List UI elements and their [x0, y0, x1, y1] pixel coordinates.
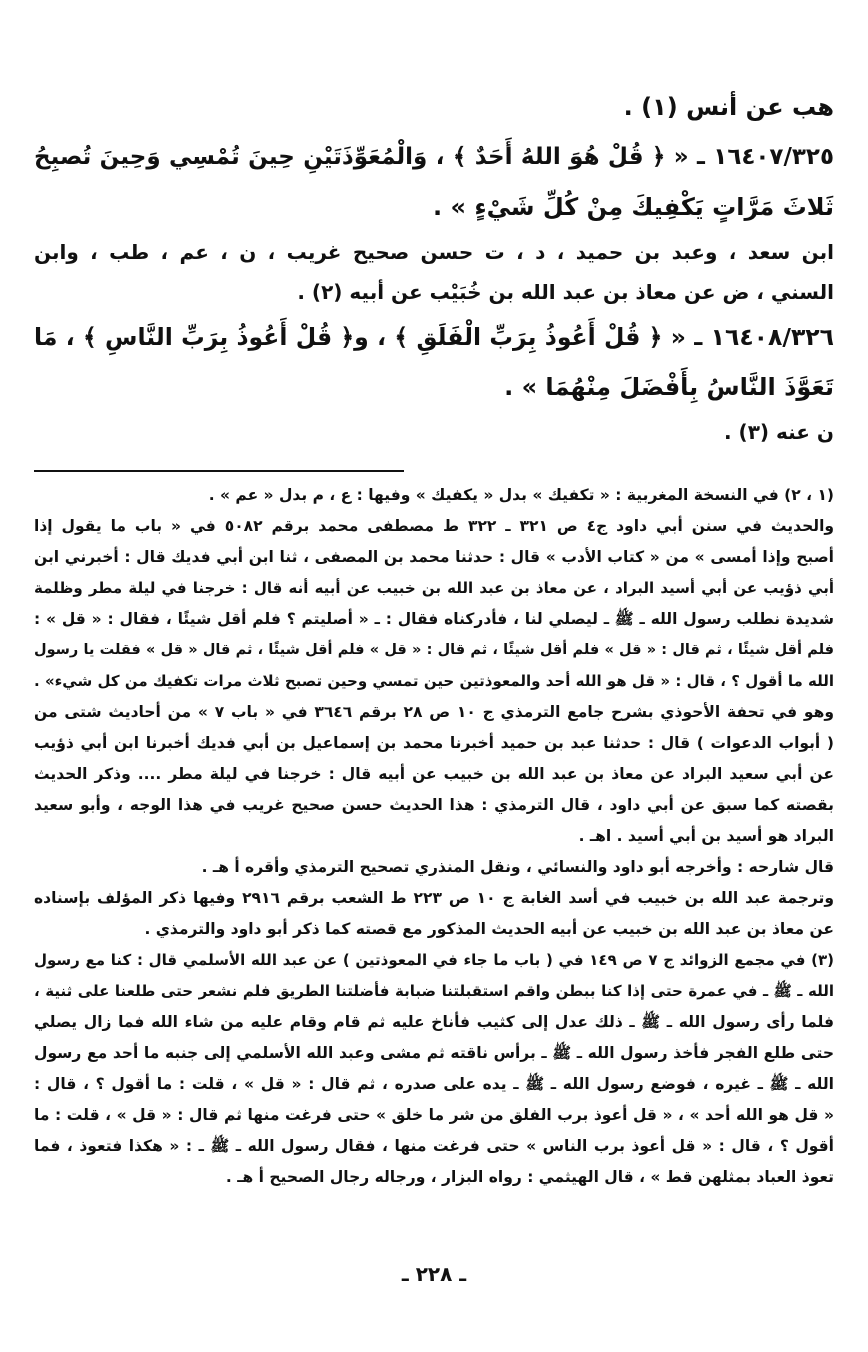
footnote-line: الله ـ ﷺ ـ غيره ، فوضع رسول الله ـ ﷺ ـ يده على صدره ، ثم قال : « قل » ، قلت : ما أقول ؟ ، قال : [34, 1075, 834, 1093]
footnote-line: البراد هو أسيد بن أبي أسيد . اهـ . [578, 827, 834, 845]
footnote-line: والحديث في سنن أبي داود ج٤ ص ٣٢١ ـ ٣٢٢ ط مصطفى محمد برقم ٥٠٨٢ في « باب ما يقول إذا [34, 517, 834, 535]
footnote-line: أصبح وإذا أمسى » من « كتاب الأدب » قال : حدثنا محمد بن المصفى ، ثنا ابن أبي فديك قال : أخبرني ابن [34, 548, 834, 566]
book-page [34, 0, 834, 1352]
footnote-line: (٣) في مجمع الزوائد ج ٧ ص ١٤٩ في ( باب ما جاء في المعوذتين ) عن عبد الله الأسلمي قال : كنا مع رسول [34, 951, 834, 969]
footnote-line: « قل هو الله أحد » ، « قل أعوذ برب الفلق من شر ما خلق » حتى فرغت منها ثم قال : « قل » ، قلت : ما [34, 1106, 834, 1124]
footnote-line: الله ما أقول ؟ ، قال : « قل هو الله أحد والمعوذتين حين تمسي وحين تصبح ثلاث مرات تكفيك من كل شيء» . [34, 672, 834, 690]
main-line: هب عن أنس (١) . [623, 93, 834, 121]
main-line: ١٦٤٠٨/٣٢٦ ـ « ﴿ قُلْ أَعُوذُ بِرَبِّ الْفَلَقِ ﴾ ، و﴿ قُلْ أَعُوذُ بِرَبِّ النَّاسِ ﴾ ، مَا [34, 323, 834, 351]
footnote-line: (١ ، ٢) في النسخة المغربية : « تكفيك » بدل « يكفيك » وفيها : ع ، م بدل « عم » . [208, 486, 834, 504]
main-line: السني ، ض عن معاذ بن عبد الله بن خُبَيْب عن أبيه (٢) . [297, 280, 834, 304]
footnote-line: أقول ؟ ، قال : « قل أعوذ برب الناس » حتى فرغت منها ، فقال رسول الله ـ ﷺ ـ : « هكذا فتعوذ ، فما [34, 1137, 834, 1155]
footnote-line: حتى طلع الفجر فأخذ رسول الله ـ ﷺ ـ برأس ناقته ثم مشى وعبد الله الأسلمي إلى جنبه ما أحد مع رسول [34, 1044, 834, 1062]
footnote-line: فلما رأى رسول الله ـ ﷺ ـ ذلك عدل إلى كثيب فأناخ عليه ثم قام وقام عليه من شاء الله فما زال يصلي [34, 1013, 834, 1031]
main-line: ١٦٤٠٧/٣٢٥ ـ « ﴿ قُلْ هُوَ اللهُ أَحَدٌ ﴾ ، وَالْمُعَوِّذَتَيْنِ حِينَ تُمْسِي وَحِينَ تُصبِحُ [34, 144, 834, 170]
footnote-line: عن معاذ بن عبد الله بن خبيب عن أبيه الحديث المذكور مع قصته كما ذكر أبو داود والترمذي . [144, 920, 834, 938]
footnote-line: أبي ذؤيب عن أبي أسيد البراد ، عن معاذ بن عبد الله بن خبيب عن أبيه أنه قال : خرجنا في ليلة مطر وظلمة [34, 579, 834, 597]
main-line: ثَلاثَ مَرَّاتٍ يَكْفِيكَ مِنْ كُلِّ شَيْءٍ » . [433, 193, 834, 221]
footnotes [34, 480, 834, 1193]
footnote-line: شديدة نطلب رسول الله ـ ﷺ ـ ليصلي لنا ، فأدركناه فقال : ـ « أصليتم ؟ فلم أقل شيئًا ، فقال : « قل » : [34, 610, 834, 628]
footnote-line: وهو في تحفة الأحوذي بشرح جامع الترمذي ج ١٠ ص ٢٨ برقم ٣٦٤٦ في « باب ٧ » من أحاديث شتى من [34, 703, 834, 721]
footnote-line: عن أبي سعيد البراد عن معاذ بن عبد الله بن خبيب عن أبيه قال : خرجنا في ليلة مطر .... وذكر الحديث [34, 765, 834, 783]
page-number: ـ ٢٢٨ ـ [401, 1262, 467, 1286]
footnote-separator [34, 470, 404, 472]
footnote-line: قال شارحه : وأخرجه أبو داود والنسائي ، ونقل المنذري تصحيح الترمذي وأقره أ هـ . [201, 858, 834, 876]
footnote-line: الله ـ ﷺ ـ في عمرة حتى إذا كنا ببطن واقم استقبلتنا ضبابة فأضلتنا الطريق فلم نشعر حتى طلعنا على ثنية ، [34, 982, 834, 1000]
footnote-line: ( أبواب الدعوات ) قال : حدثنا عبد بن حميد أخبرنا محمد بن إسماعيل بن أبي فديك أخبرنا ابن أبي ذؤيب [34, 734, 834, 752]
main-line: ابن سعد ، وعبد بن حميد ، د ، ت حسن صحيح غريب ، ن ، عم ، طب ، وابن [34, 240, 834, 264]
footnote-line: بقصته كما سبق عن أبي داود ، قال الترمذي : هذا الحديث حسن صحيح غريب في هذا الوجه ، وأبو سعيد [34, 796, 834, 814]
main-line: تَعَوَّذَ النَّاسُ بِأَفْضَلَ مِنْهُمَا » . [504, 373, 834, 401]
footnote-line: تعوذ العباد بمثلهن قط » ، قال الهيثمي : رواه البزار ، ورجاله رجال الصحيح أ هـ . [225, 1168, 834, 1186]
footnote-line: وترجمة عبد الله بن خبيب في أسد الغابة ج ١٠ ص ٢٢٣ ط الشعب برقم ٢٩١٦ وفيها ذكر المؤلف بإسناده [34, 889, 834, 907]
main-line: ن عنه (٣) . [723, 420, 834, 444]
main-text [34, 82, 834, 452]
footnote-line: فلم أقل شيئًا ، ثم قال : « قل » فلم أقل شيئًا ، ثم قال : « قل » فلم أقل شيئًا ، ثم قال « قل » فقلت يا رسول [34, 642, 834, 658]
